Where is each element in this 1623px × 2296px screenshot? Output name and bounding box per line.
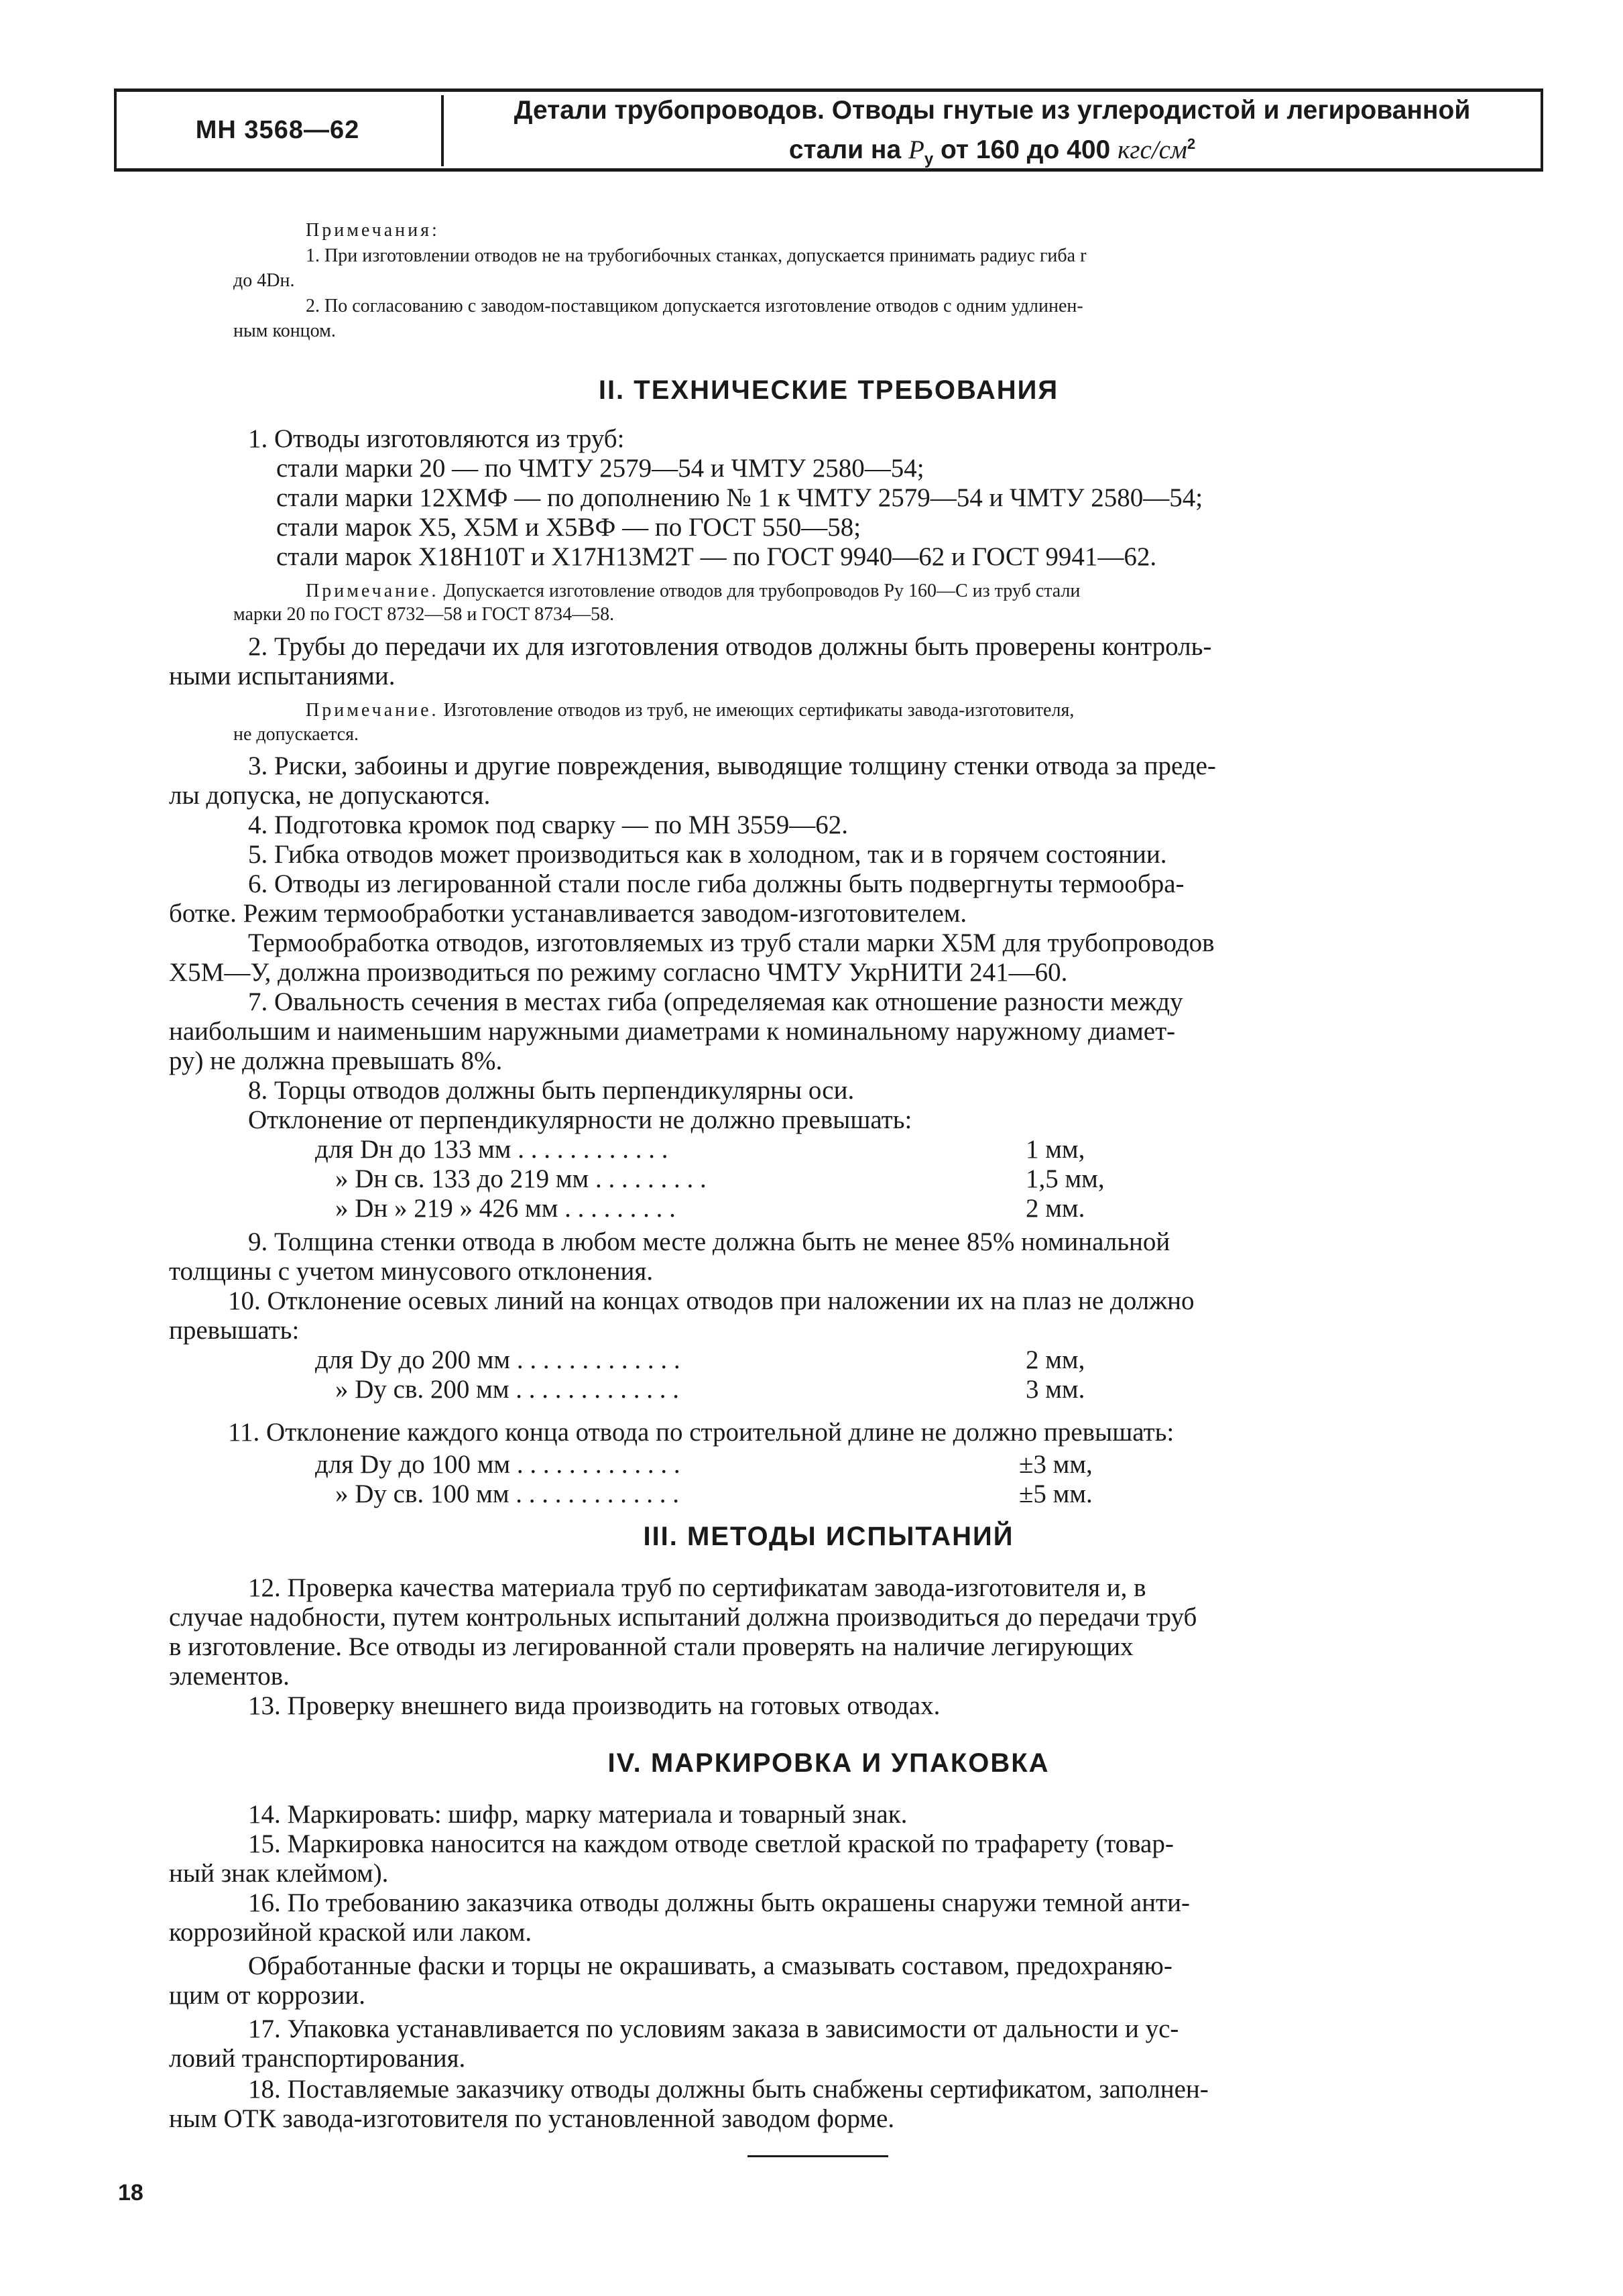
paragraph-10-cont: превышать: [169, 1316, 300, 1345]
paragraph-10: 10. Отклонение осевых линий на концах отводов при наложении их на плаз не должно [228, 1286, 1195, 1315]
note-2-line-2: ным концом. [233, 320, 336, 341]
paragraph-1-item-a: стали марки 20 — по ЧМТУ 2579—54 и ЧМТУ 2580—54; [276, 454, 924, 483]
paragraph-16: 16. По требованию заказчика отводы должны быть окрашены снаружи темной анти- [248, 1888, 1190, 1917]
section-heading-3: III. МЕТОДЫ ИСПЫТАНИЙ [643, 1522, 1014, 1551]
paragraph-12-cont-2: в изготовление. Все отводы из легированной стали проверять на наличие легирующих [169, 1632, 1134, 1661]
paragraph-8-cont: Отклонение от перпендикулярности не должно превышать: [248, 1105, 912, 1134]
paragraph-17-cont: ловий транспортирования. [169, 2044, 466, 2073]
tolerance-11-row-2-value: ±5 мм. [1019, 1479, 1093, 1508]
paragraph-6: 6. Отводы из легированной стали после гиба должны быть подвергнуты термообра- [248, 869, 1185, 898]
note-text: Изготовление отводов из труб, не имеющих сертификаты завода-изготовителя, [438, 700, 1075, 721]
paragraph-7: 7. Овальность сечения в местах гиба (определяемая как отношение разности между [248, 987, 1183, 1016]
unit-superscript: 2 [1187, 135, 1196, 152]
tolerance-11-row-1-value: ±3 мм, [1019, 1450, 1093, 1479]
tolerance-8-row-2-label: » Dн св. 133 до 219 мм . . . . . . . . . [335, 1164, 707, 1193]
paragraph-2-cont: ными испытаниями. [169, 662, 396, 690]
note-1-line-1: 1. При изготовлении отводов не на трубогибочных станках, допускается принимать радиус гиба r [306, 245, 1087, 266]
tolerance-11-row-2-label: » Dу св. 100 мм . . . . . . . . . . . . . [335, 1479, 679, 1508]
note-paragraph-2-cont: не допускается. [233, 724, 359, 745]
paragraph-5: 5. Гибка отводов может производиться как в холодном, так и в горячем состоянии. [248, 840, 1167, 869]
note-label: Примечание. [306, 581, 439, 601]
paragraph-6-heat: Термообработка отводов, изготовляемых из труб стали марки Х5М для трубопроводов [248, 928, 1215, 957]
header-separator [441, 95, 444, 166]
title-line-2 [449, 127, 1535, 176]
end-rule [747, 2155, 888, 2157]
paragraph-8: 8. Торцы отводов должны быть перпендикулярны оси. [248, 1076, 855, 1105]
paragraph-7-cont: наибольшим и наименьшим наружными диаметрами к номинальному наружному диамет- [169, 1017, 1176, 1046]
tolerance-8-row-3-label: » Dн » 219 » 426 мм . . . . . . . . . [335, 1194, 676, 1223]
paragraph-9-cont: толщины с учетом минусового отклонения. [169, 1257, 654, 1286]
paragraph-1-item-b: стали марки 12ХМФ — по дополнению № 1 к ЧМТУ 2579—54 и ЧМТУ 2580—54; [276, 483, 1203, 512]
title-text: стали на [788, 135, 909, 164]
paragraph-3: 3. Риски, забоины и другие повреждения, выводящие толщину стенки отвода за преде- [248, 751, 1216, 780]
note-paragraph-2 [306, 701, 1074, 720]
tolerance-11-row-1-label: для Dу до 100 мм . . . . . . . . . . . . . [315, 1450, 680, 1479]
section-heading-2: II. ТЕХНИЧЕСКИЕ ТРЕБОВАНИЯ [598, 375, 1059, 405]
pressure-unit: кгс/см [1118, 135, 1187, 164]
paragraph-1: 1. Отводы изготовляются из труб: [248, 424, 625, 453]
paragraph-13: 13. Проверку внешнего вида производить на готовых отводах. [248, 1691, 941, 1720]
note-text: Допускается изготовление отводов для трубопроводов Pу 160—С из труб стали [438, 581, 1081, 601]
header-right-border [1541, 88, 1543, 172]
paragraph-6-cont: ботке. Режим термообработки устанавливается заводом-изготовителем. [169, 899, 967, 928]
tolerance-8-row-2-value: 1,5 мм, [1026, 1164, 1105, 1193]
paragraph-16-cont: коррозийной краской или лаком. [169, 1918, 532, 1947]
paragraph-12-cont-1: случае надобности, путем контрольных испытаний должна производиться до передачи труб [169, 1603, 1197, 1632]
paragraph-9: 9. Толщина стенки отвода в любом месте должна быть не менее 85% номинальной [248, 1227, 1170, 1256]
tolerance-8-row-3-value: 2 мм. [1026, 1194, 1085, 1223]
paragraph-4: 4. Подготовка кромок под сварку — по МН 3559—62. [248, 810, 849, 839]
paragraph-7-end: ру) не должна превышать 8%. [169, 1046, 503, 1075]
notes-title: Примечания: [306, 220, 440, 241]
paragraph-18-cont: ным ОТК завода-изготовителя по установленной заводом форме. [169, 2104, 895, 2133]
document-title [449, 94, 1535, 176]
note-2-line-1: 2. По согласованию с заводом-поставщиком допускается изготовление отводов с одним удлинен- [306, 296, 1083, 316]
paragraph-18: 18. Поставляемые заказчику отводы должны быть снабжены сертификатом, заполнен- [248, 2075, 1209, 2104]
paragraph-12-cont-3: элементов. [169, 1662, 290, 1691]
paragraph-12: 12. Проверка качества материала труб по сертификатам завода-изготовителя и, в [248, 1573, 1146, 1602]
paragraph-1-item-d: стали марок Х18Н10Т и Х17Н13М2Т — по ГОСТ 9940—62 и ГОСТ 9941—62. [276, 542, 1157, 571]
paragraph-16-finish-cont: щим от коррозии. [169, 1981, 365, 2010]
tolerance-10-row-1-label: для Dу до 200 мм . . . . . . . . . . . . . [315, 1345, 680, 1374]
tolerance-10-row-1-value: 2 мм, [1026, 1345, 1085, 1374]
pressure-symbol: P [908, 135, 924, 164]
note-paragraph-1-cont: марки 20 по ГОСТ 8732—58 и ГОСТ 8734—58. [233, 604, 615, 625]
paragraph-3-cont: лы допуска, не допускаются. [169, 781, 491, 810]
title-line-1: Детали трубопроводов. Отводы гнутые из углеродистой и легированной [514, 96, 1471, 125]
note-1-line-2: до 4Dн. [233, 270, 295, 291]
tolerance-8-row-1-value: 1 мм, [1026, 1135, 1085, 1164]
document-header [114, 88, 1543, 172]
page-number: 18 [118, 2180, 143, 2206]
tolerance-10-row-2-label: » Dу св. 200 мм . . . . . . . . . . . . . [335, 1375, 679, 1404]
paragraph-15-cont: ный знак клеймом). [169, 1859, 389, 1888]
paragraph-15: 15. Маркировка наносится на каждом отводе светлой краской по трафарету (товар- [248, 1829, 1174, 1858]
standard-code: МН 3568—62 [195, 115, 360, 144]
paragraph-14: 14. Маркировать: шифр, марку материала и товарный знак. [248, 1800, 908, 1829]
paragraph-17: 17. Упаковка устанавливается по условиям заказа в зависимости от дальности и ус- [248, 2014, 1179, 2043]
title-text: от 160 до 400 [933, 135, 1118, 164]
section-heading-4: IV. МАРКИРОВКА И УПАКОВКА [607, 1748, 1050, 1778]
paragraph-16-finish: Обработанные фаски и торцы не окрашивать, а смазывать составом, предохраняю- [248, 1951, 1173, 1980]
pressure-subscript: у [924, 149, 934, 168]
note-label: Примечание. [306, 700, 439, 721]
paragraph-1-item-c: стали марок Х5, Х5М и Х5ВФ — по ГОСТ 550—58; [276, 513, 861, 542]
paragraph-11: 11. Отклонение каждого конца отвода по строительной длине не должно превышать: [228, 1418, 1175, 1447]
paragraph-6-heat-cont: Х5М—У, должна производиться по режиму согласно ЧМТУ УкрНИТИ 241—60. [169, 958, 1068, 987]
note-paragraph-1 [306, 582, 1080, 601]
tolerance-8-row-1-label: для Dн до 133 мм . . . . . . . . . . . . [315, 1135, 668, 1164]
paragraph-2: 2. Трубы до передачи их для изготовления отводов должны быть проверены контроль- [248, 632, 1212, 661]
tolerance-10-row-2-value: 3 мм. [1026, 1375, 1085, 1404]
